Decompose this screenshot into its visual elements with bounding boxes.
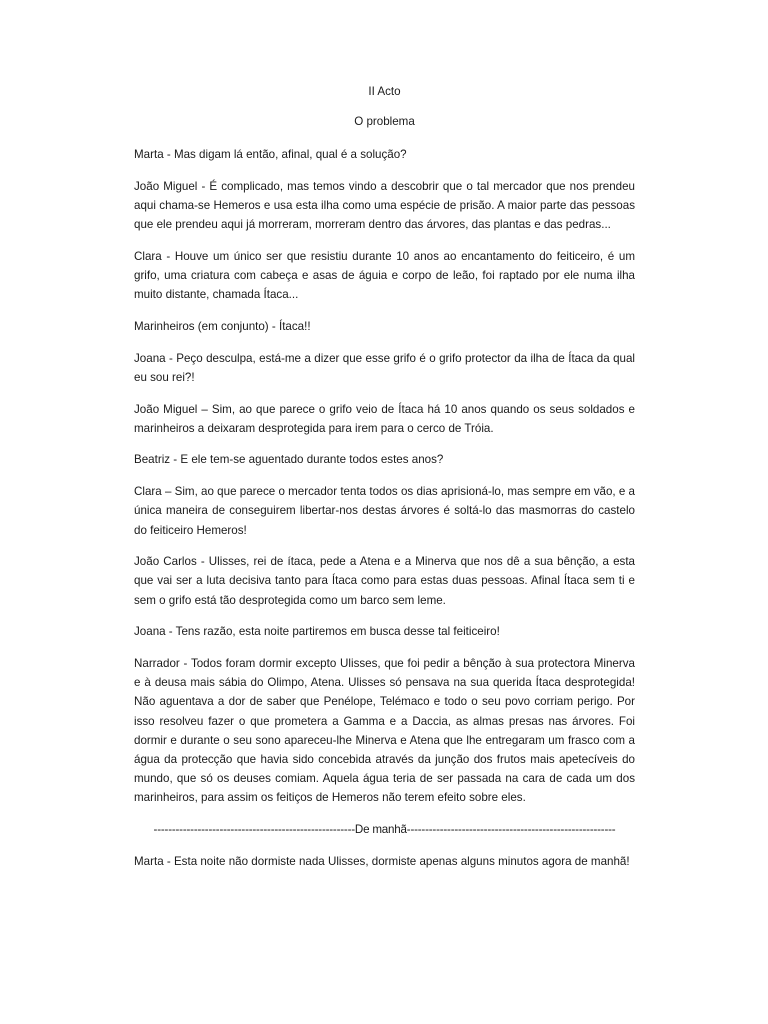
narrator-paragraph: Narrador - Todos foram dormir excepto Ulisses, que foi pedir a bênção à sua protectora Minerva e à deusa mais sábia do Olimpo, Atena. Ulisses só pensava na sua querida Ítaca desprotegida! Não aguentava a dor de saber que Penélope, Telémaco e todo o seu povo corriam perigo. Por isso resolveu fazer o que prometera a Gamma e a Daccia, as almas presas nas árvores. Foi dormir e durante o seu sono apareceu-lhe Minerva e Atena que lhe entregaram um frasco com a água da protecção que havia sido concebida através da junção dos frutos mais apetecíveis do mundo, que só os deuses comiam. Aquela água teria de ser passada na cara de cada um dos marinheiros, para assim os feitiços de Hemeros não terem efeito sobre eles. bbox=[134, 657, 635, 805]
dialogue-paragraph: Beatriz - E ele tem-se aguentado durante todos estes anos? bbox=[134, 453, 444, 467]
act-title: II Acto bbox=[368, 85, 401, 98]
dialogue-paragraph: Marta - Mas digam lá então, afinal, qual é a solução? bbox=[134, 148, 407, 161]
scene-title: O problema bbox=[354, 115, 415, 128]
scene-divider: -------------------------------------------------------De manhã--------------------------------------------------------- bbox=[153, 823, 616, 837]
dialogue-paragraph: Joana - Peço desculpa, está-me a dizer que esse grifo é o grifo protector da ilha de Ítaca da qual eu sou rei?! bbox=[134, 351, 635, 384]
dialogue-paragraph: João Carlos - Ulisses, rei de ítaca, pede a Atena e a Minerva que nos dê a sua bênção, a esta que vai ser a luta decisiva tanto para Ítaca como para estas duas pessoas. Afinal Ítaca sem ti e sem o grifo está tão desprotegida como um barco sem leme. bbox=[134, 555, 635, 607]
dialogue-paragraph: Joana - Tens razão, esta noite partiremos em busca desse tal feiticeiro! bbox=[134, 625, 500, 639]
dialogue-paragraph: João Miguel – Sim, ao que parece o grifo veio de Ítaca há 10 anos quando os seus soldados e marinheiros a deixaram desprotegida para irem para o cerco de Tróia. bbox=[134, 402, 635, 435]
dialogue-paragraph: Clara - Houve um único ser que resistiu durante 10 anos ao encantamento do feiticeiro, é um grifo, uma criatura com cabeça e asas de águia e corpo de leão, foi raptado por ele numa ilha muito distante, chamada Ítaca... bbox=[134, 249, 635, 302]
dialogue-paragraph: Clara – Sim, ao que parece o mercador tenta todos os dias aprisioná-lo, mas sempre em vão, e a única maneira de conseguirem libertar-nos destas árvores é soltá-lo das masmorras do castelo do feiticeiro Hemeros! bbox=[134, 485, 635, 537]
dialogue-paragraph: João Miguel - É complicado, mas temos vindo a descobrir que o tal mercador que nos prendeu aqui chama-se Hemeros e usa esta ilha como uma espécie de prisão. A maior parte das pessoas que ele prendeu aqui já morreram, morreram dentro das árvores, das plantas e das pedras... bbox=[134, 179, 635, 232]
dialogue-paragraph: Marta - Esta noite não dormiste nada Ulisses, dormiste apenas alguns minutos agora de manhã! bbox=[134, 854, 630, 868]
document-page bbox=[134, 84, 635, 884]
dialogue-paragraph: Marinheiros (em conjunto) - Ítaca!! bbox=[134, 319, 311, 333]
